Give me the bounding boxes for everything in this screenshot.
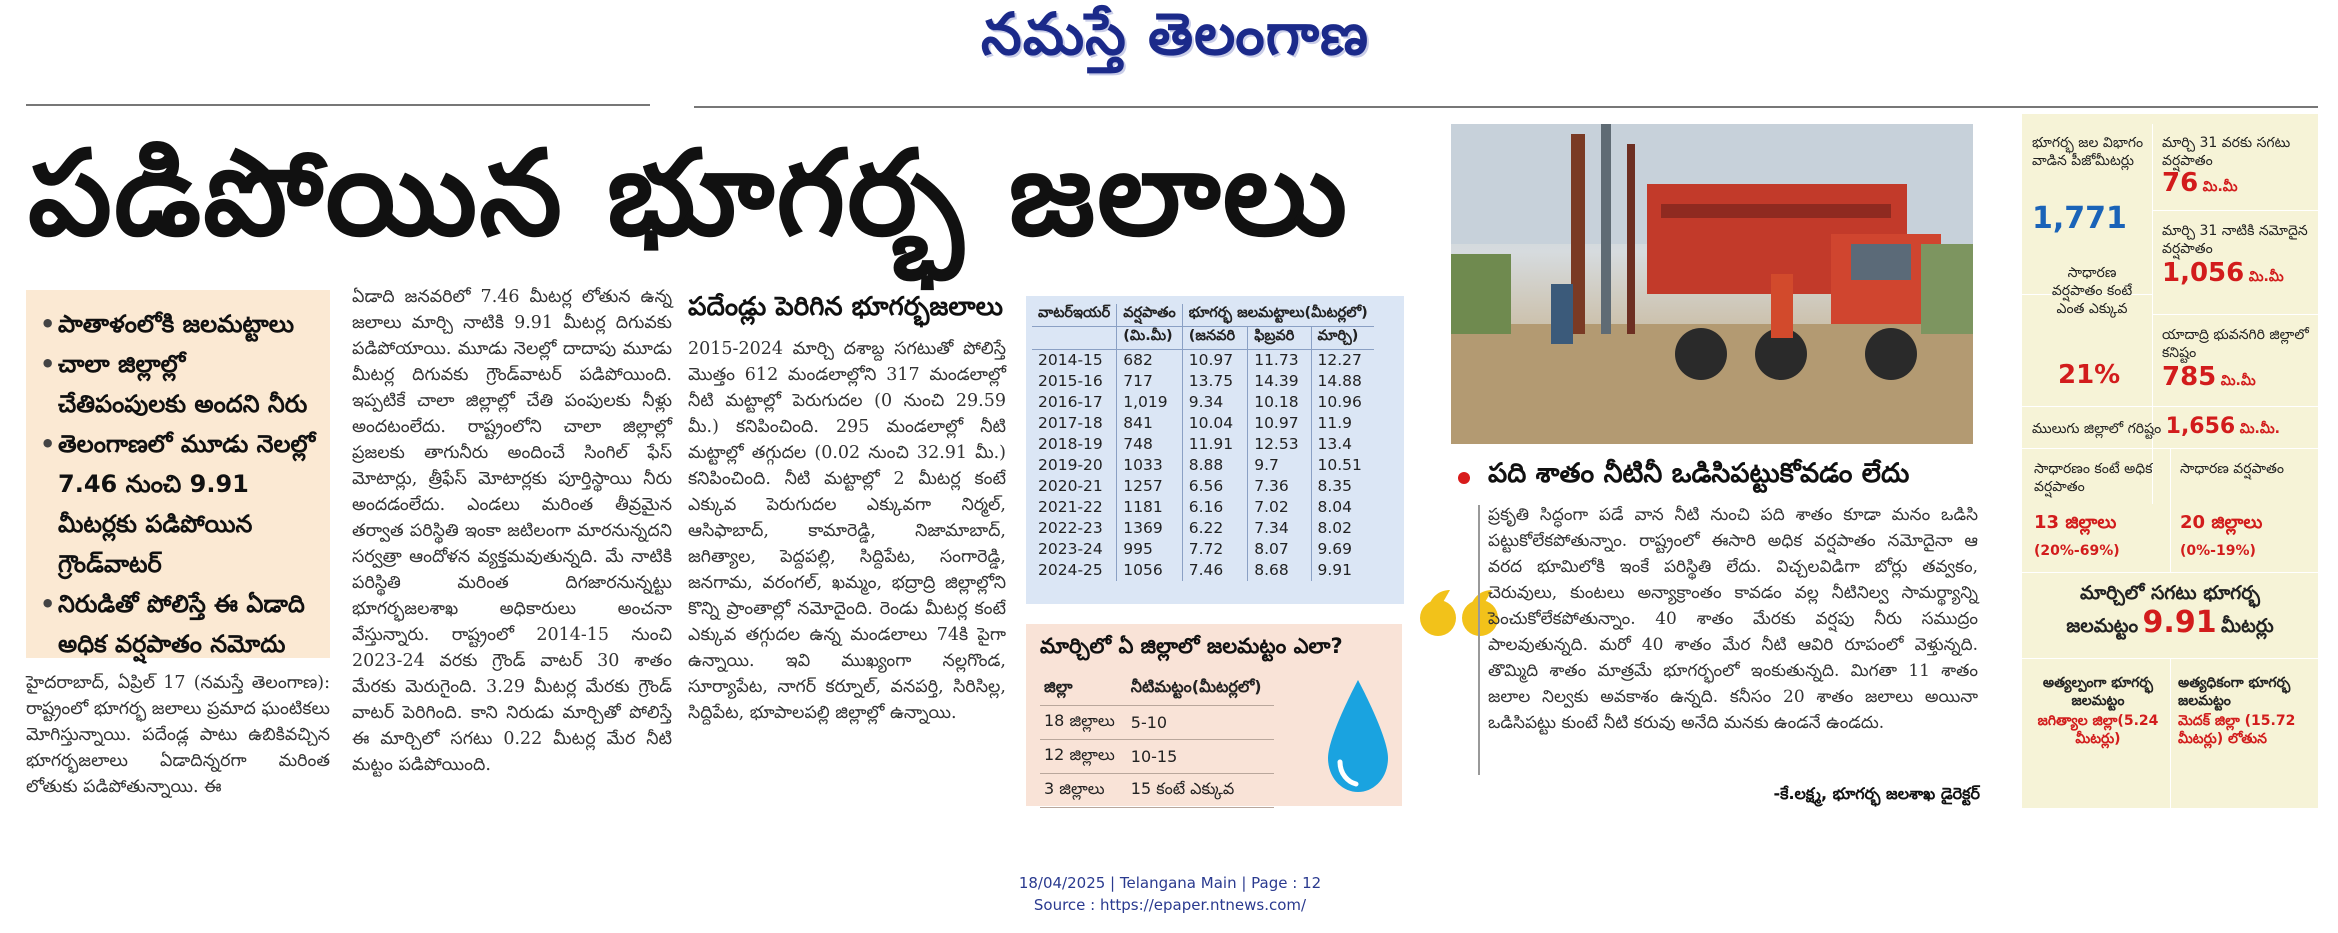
table-cell: 10-15 — [1127, 740, 1274, 774]
stat-value: 76 — [2162, 168, 2199, 198]
masthead-logo: నమస్తే తెలంగాణ — [981, 0, 1369, 68]
header-year: వాటర్‌ఇయర్ — [1032, 304, 1117, 327]
table-row — [1032, 518, 1374, 539]
stat-label: సాధారణ వర్షపాతం కంటే ఎంత ఎక్కువ — [2051, 265, 2133, 317]
divider — [26, 104, 650, 106]
header-rain-unit: (మి.మీ) — [1117, 327, 1183, 350]
table-cell: 1257 — [1117, 476, 1183, 497]
table-row — [1032, 560, 1374, 581]
table-cell: 2015-16 — [1032, 371, 1117, 392]
stat-unit: మి.మీ. — [2239, 421, 2280, 437]
quote-title: పది శాతం నీటినీ ఒడిసిపట్టుకోవడం లేదు — [1488, 458, 1910, 489]
box-title: మార్చిలో ఏ జిల్లాలో జలమట్టం ఎలా? — [1040, 634, 1343, 658]
table-cell: 3 జిల్లాలు — [1040, 774, 1127, 808]
table-row — [1032, 476, 1374, 497]
stat-label: సాధారణ వర్షపాతం — [2180, 461, 2284, 477]
table-row — [1032, 497, 1374, 518]
groundwater-table — [1026, 296, 1404, 604]
table-row — [1040, 706, 1274, 740]
stat-label: ములుగు జిల్లాలో గరిష్టం — [2032, 421, 2162, 437]
stat-value: 1,771 — [2032, 201, 2127, 236]
article-intro: హైదరాబాద్, ఏప్రిల్ 17 (నమస్తే తెలంగాణ): రాష్ట్రంలో భూగర్భ జలాలు ప్రమాద ఘంటికలు మోగిస్తున్నాయి. పదేండ్ల పాటు ఉబికివచ్చిన భూగర్భజలాలు ఏడాదిన్నరగా మరింత లోతుకు పడిపోతున్నాయి. ఈ — [26, 673, 330, 797]
table-cell: 2018-19 — [1032, 434, 1117, 455]
stat-range: (0%-19%) — [2180, 543, 2256, 559]
table-cell: 8.02 — [1317, 519, 1353, 537]
table-row — [1032, 350, 1374, 371]
stat-label: అత్యధికంగా భూగర్భ జలమట్టం — [2178, 675, 2291, 709]
table-cell: 13.4 — [1317, 435, 1353, 453]
highlight-item: • చాలా జిల్లాల్లో చేతిపంపులకు అందని నీరు — [40, 344, 320, 424]
table-cell: 9.7 — [1248, 455, 1311, 476]
section-heading: పదేండ్లు పెరిగిన భూగర్భజలాలు — [688, 292, 1004, 322]
table-row — [1032, 539, 1374, 560]
table-cell: 2014-15 — [1032, 350, 1117, 371]
stat-label: మార్చి 31 వరకు సగటు వర్షపాతం — [2162, 135, 2291, 169]
table-row — [1032, 371, 1374, 392]
stat-value: జగిత్యాల జిల్లా(5.24 మీటర్లు) — [2037, 713, 2159, 747]
table-cell: 1181 — [1117, 497, 1183, 518]
stat-label: యాదాద్రి భువనగిరి జిల్లాలో కనిష్టం — [2162, 327, 2309, 361]
table-cell: 2022-23 — [1032, 518, 1117, 539]
table-cell: 2021-22 — [1032, 497, 1117, 518]
table-row — [1040, 740, 1274, 774]
header-feb: ఫిబ్రవరి — [1248, 327, 1311, 350]
header-level: నీటిమట్టం(మీటర్లలో) — [1127, 672, 1274, 706]
table-cell: 2019-20 — [1032, 455, 1117, 476]
stat-unit: మి.మీ — [2220, 373, 2256, 389]
table-row — [1032, 434, 1374, 455]
table-cell: 2024-25 — [1032, 560, 1117, 581]
stat-label: మార్చిలో సగటు భూగర్భ — [2079, 582, 2261, 604]
table-cell: 682 — [1117, 350, 1183, 371]
table-cell: 10.04 — [1182, 413, 1247, 434]
table-cell: 10.97 — [1182, 350, 1247, 371]
stat-value: 20 జిల్లాలు — [2180, 512, 2263, 533]
stat-label: మార్చి 31 నాటికి నమోదైన వర్షపాతం — [2162, 223, 2308, 257]
stat-label: జలమట్టం — [2066, 615, 2139, 637]
stat-value: మెదక్ జిల్లా (15.72 మీటర్లు) లోతున — [2178, 713, 2296, 747]
table-cell: 7.02 — [1248, 497, 1311, 518]
table-cell: 14.39 — [1248, 371, 1311, 392]
table-cell: 6.16 — [1182, 497, 1247, 518]
table-cell: 10.51 — [1317, 456, 1362, 474]
stat-label: సాధారణం కంటే అధిక వర్షపాతం — [2034, 461, 2153, 495]
stat-value: 1,656 — [2165, 414, 2236, 439]
table-cell: 10.96 — [1317, 393, 1362, 411]
table-cell: 2016-17 — [1032, 392, 1117, 413]
footer — [900, 872, 1440, 916]
header-district: జిల్లా — [1040, 672, 1127, 706]
table-cell: 1033 — [1117, 455, 1183, 476]
table-cell: 6.56 — [1182, 476, 1247, 497]
table-cell: 2017-18 — [1032, 413, 1117, 434]
table-cell: 8.88 — [1182, 455, 1247, 476]
table-cell: 7.36 — [1248, 476, 1311, 497]
table-cell: 2023-24 — [1032, 539, 1117, 560]
header-rainfall: వర్షపాతం — [1117, 304, 1183, 327]
divider — [694, 106, 2318, 108]
quote-attribution: -కే.లక్ష్మ, భూగర్భ జలశాఖ డైరెక్టర్ — [1773, 784, 1980, 803]
table-cell: 7.34 — [1248, 518, 1311, 539]
table-cell: 6.22 — [1182, 518, 1247, 539]
highlight-item: • పాతాళంలోకి జలమట్టాలు — [40, 304, 320, 344]
table-cell: 7.46 — [1182, 560, 1247, 581]
table-cell: 2020-21 — [1032, 476, 1117, 497]
table-cell: 9.91 — [1317, 561, 1353, 579]
footer-source-line: Source : https://epaper.ntnews.com/ — [1033, 896, 1307, 914]
article-column: ఏడాది జనవరిలో 7.46 మీటర్ల లోతున ఉన్న జలాలు మార్చి నాటికి 9.91 మీటర్ల దిగువకు పడిపోయాయి. మూడు నెలల్లో దాదాపు మూడు మీటర్ల దిగువకు గ్రౌండ్‌వాటర్ పడిపోయింది. ఇప్పటికే చాలా జిల్లాల్లో చేతి పంపులకు నీళ్లు అందటంలేదు. రాష్ట్రంలోని చాలా జిల్లాల్లో ప్రజలకు తాగునీరు అందించే సింగిల్ ఫేస్ మోటార్లు, త్రీఫేస్ మోటార్లకు పూర్తిస్థాయి నీరు అందడంలేదు. ఎండలు మరింత తీవ్రమైన తర్వాత పరిస్థితి ఇంకా జటిలంగా మారనున్నదని సర్వత్రా ఆందోళన వ్యక్తమవుతున్నది. మే నాటికి పరిస్థితి మరింత దిగజారనున్నట్టు భూగర్భజలశాఖ అధికారులు అంచనా వేస్తున్నారు. రాష్ట్రంలో 2014-15 నుంచి 2023-24 వరకు గ్రౌండ్ వాటర్ 30 శాతం మేరకు మెరుగైంది. 3.29 మీటర్ల మేరకు గ్రౌండ్ వాటర్ పెరిగింది. కాని నిరుడు మార్చితో పోలిస్తే ఈ మార్చిలో సగటు 0.22 మీటర్ల మేర నీటి మట్టం పడిపోయింది. — [352, 287, 672, 775]
highlight-item: • నిరుడితో పోలిస్తే ఈ ఏడాది అధిక వర్షపాతం నమోదు — [40, 584, 320, 664]
divider — [1478, 505, 1480, 775]
table-cell: 5-10 — [1127, 706, 1274, 740]
table-row — [1032, 455, 1374, 476]
table-cell: 14.88 — [1317, 372, 1362, 390]
table-cell: 12.53 — [1248, 434, 1311, 455]
stat-unit: మి.మీ — [2248, 269, 2284, 285]
stat-value: 21% — [2058, 360, 2121, 390]
table-cell: 12.27 — [1317, 351, 1362, 370]
footer-date-line: 18/04/2025 | Telangana Main | Page : 12 — [1018, 874, 1322, 892]
table-cell: 8.07 — [1248, 539, 1311, 560]
stat-value: 785 — [2162, 362, 2217, 392]
table-cell: 995 — [1117, 539, 1183, 560]
table-row — [1032, 392, 1374, 413]
bullet-dot — [1458, 472, 1470, 484]
table-cell: 1369 — [1117, 518, 1183, 539]
stat-label: అత్యల్పంగా భూగర్భ జలమట్టం — [2042, 675, 2154, 709]
highlights-box — [26, 290, 330, 658]
page-title: పడిపోయిన భూగర్భ జలాలు — [28, 124, 1350, 262]
stats-sidebar — [2022, 114, 2318, 808]
table-cell: 8.68 — [1248, 560, 1311, 581]
table-cell: 13.75 — [1182, 371, 1247, 392]
header-mar: మార్చి) — [1311, 327, 1374, 350]
table-cell: 841 — [1117, 413, 1183, 434]
table-cell: 9.69 — [1317, 540, 1353, 558]
water-drop-icon — [1324, 676, 1392, 796]
stat-value: 13 జిల్లాలు — [2034, 512, 2117, 533]
table-cell: 11.73 — [1248, 350, 1311, 371]
table-row — [1040, 774, 1274, 808]
table-cell: 7.72 — [1182, 539, 1247, 560]
stat-range: (20%-69%) — [2034, 543, 2120, 559]
drilling-rig-photo — [1451, 124, 1973, 444]
table-cell: 9.34 — [1182, 392, 1247, 413]
table-cell: 11.91 — [1182, 434, 1247, 455]
table-cell: 15 కంటే ఎక్కువ — [1127, 774, 1274, 808]
header-groundwater: భూగర్భ జలమట్టాలు(మీటర్లలో) — [1182, 304, 1374, 327]
stat-unit: మీటర్లు — [2221, 615, 2274, 637]
stat-value: 1,056 — [2162, 258, 2245, 288]
table-cell: 8.35 — [1317, 477, 1353, 495]
stat-value: 9.91 — [2142, 605, 2217, 640]
table-cell: 11.9 — [1317, 414, 1353, 432]
highlight-item: • తెలంగాణలో మూడు నెలల్లో 7.46 నుంచి 9.91 మీటర్లకు పడిపోయిన గ్రౌండ్‌వాటర్ — [40, 424, 320, 584]
stat-label: భూగర్భ జల విభాగం వాడిన పీజోమీటర్లు — [2032, 135, 2144, 169]
table-cell: 8.04 — [1317, 498, 1353, 516]
table-cell: 1,019 — [1117, 392, 1183, 413]
table-cell: 12 జిల్లాలు — [1040, 740, 1127, 774]
table-cell: 18 జిల్లాలు — [1040, 706, 1127, 740]
table-cell: 717 — [1117, 371, 1183, 392]
table-cell: 10.97 — [1248, 413, 1311, 434]
article-column: 2015-2024 మార్చి దశాబ్ద సగటుతో పోలిస్తే మొత్తం 612 మండలాల్లోని 317 మండలాల్లో నీటి మట్టాల్లో పెరుగుదల (0 నుంచి 29.59 మీ.) కనిపించింది. 295 మండలాల్లో నీటి మట్టాల్లో తగ్గుదల (0.02 నుంచి 32.91 మీ.) కనిపించింది. నీటి మట్టాల్లో 2 మీటర్ల కంటే ఎక్కువ పెరుగుదల ఎక్కువగా నిర్మల్, ఆసిఫాబాద్, కామారెడ్డి, నిజామాబాద్, జగిత్యాల, పెద్దపల్లి, సిద్దిపేట, సంగారెడ్డి, జనగామ, వరంగల్, ఖమ్మం, భద్రాద్రి జిల్లాల్లోని కొన్ని ప్రాంతాల్లో నమోదైంది. రెండు మీటర్ల కంటే ఎక్కువ తగ్గుదల ఉన్న మండలాలు 74కి పైగా ఉన్నాయి. ఇవి ముఖ్యంగా నల్లగొండ, సూర్యాపేట, నాగర్ కర్నూల్, వనపర్తి, సిరిసిల్ల, సిద్దిపేట, భూపాలపల్లి జిల్లాల్లో ఉన్నాయి. — [688, 339, 1006, 723]
header-jan: (జనవరి — [1182, 327, 1247, 350]
table-cell: 748 — [1117, 434, 1183, 455]
table-row — [1032, 413, 1374, 434]
table-cell: 1056 — [1117, 560, 1183, 581]
quote-body: ప్రకృతి సిద్ధంగా పడే వాన నీటి నుంచి పది శాతం కూడా మనం ఒడిసి పట్టుకోలేకపోతున్నాం. రాష్ట్రంలో ఈసారి అధిక వర్షపాతం నమోదైనా ఆ వరద భూమిలోకి ఇంకే పరిస్థితి లేదు. విచ్చలవిడిగా బోర్లు తవ్వకం, చెరువులు, కుంటలు అన్యాక్రాంతం కావడం వల్ల నీటినిల్వ సామర్థ్యాన్ని పెంచుకోలేకపోతున్నాం. 40 శాతం మేరకు వర్షపు నీరు సముద్రం పాలవుతున్నది. మరో 40 శాతం మేర నీటి ఆవిరి రూపంలో వెళ్తున్నది. తొమ్మిది శాతం మాత్రమే భూగర్భంలో ఇంకుతున్నది. మిగతా 11 శాతం జలాల నిల్వకు అవకాశం ఉన్నది. కనీసం 20 శాతం జలాలు అయినా ఒడిసిపట్టు కుంటే నీటి కరువు అనేది మనకు ఉండనే ఉండదు. — [1488, 505, 1978, 733]
table-cell: 10.18 — [1248, 392, 1311, 413]
stat-unit: మి.మీ — [2202, 179, 2238, 195]
